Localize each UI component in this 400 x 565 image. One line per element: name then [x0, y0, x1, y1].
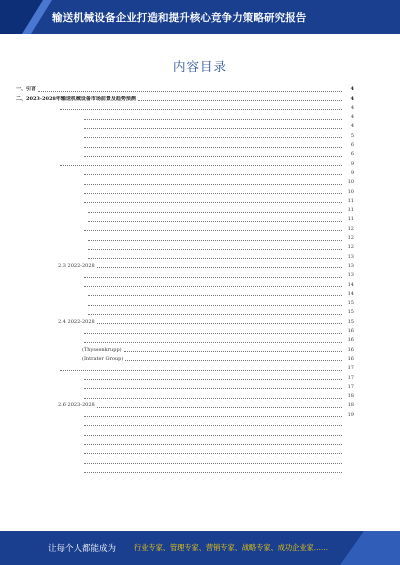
toc-entry[interactable] — [16, 363, 354, 372]
toc-entry[interactable] — [16, 298, 354, 307]
toc-entry[interactable] — [16, 465, 354, 474]
toc-entry-title: 2.4 2022-2028 — [58, 318, 95, 325]
toc-entry[interactable] — [16, 437, 354, 446]
toc-leader-dots — [84, 202, 342, 203]
toc-leader-dots — [84, 230, 342, 231]
toc-page-number: 16 — [347, 346, 354, 353]
toc-leader-dots — [84, 193, 342, 194]
toc-entry[interactable] — [16, 307, 354, 316]
toc-entry[interactable] — [16, 93, 354, 102]
toc-entry[interactable] — [16, 168, 354, 177]
toc-leader-dots — [60, 165, 342, 166]
toc-page-number: 15 — [347, 300, 354, 307]
toc-page-number: 4 — [350, 123, 354, 130]
toc-entry[interactable] — [16, 372, 354, 381]
toc-entry-title: (Thyssenkrupp) — [82, 346, 122, 353]
toc-leader-dots — [84, 128, 342, 129]
toc-leader-dots — [84, 147, 342, 148]
toc-leader-dots — [88, 221, 342, 222]
toc-leader-dots — [84, 286, 342, 287]
table-of-contents — [16, 84, 354, 474]
toc-entry[interactable] — [16, 344, 354, 353]
toc-leader-dots — [88, 212, 342, 213]
toc-leader-dots — [38, 91, 342, 92]
toc-page-number: 11 — [347, 207, 354, 214]
toc-entry[interactable] — [16, 177, 354, 186]
toc-page-number: 17 — [347, 374, 354, 381]
toc-leader-dots — [88, 258, 342, 259]
toc-page-number: 13 — [347, 253, 354, 260]
toc-page-number: 13 — [347, 262, 354, 269]
toc-page-number: 15 — [347, 318, 354, 325]
report-title: 输送机械设备企业打造和提升核心竞争力策略研究报告 — [52, 11, 307, 24]
toc-leader-dots — [138, 100, 342, 101]
page-footer — [0, 531, 400, 565]
toc-entry[interactable] — [16, 186, 354, 195]
toc-page-number: 4 — [350, 86, 354, 93]
toc-page-number: 10 — [347, 188, 354, 195]
toc-entry[interactable] — [16, 391, 354, 400]
toc-entry[interactable] — [16, 196, 354, 205]
toc-entry-title: 一、引言 — [16, 86, 37, 93]
toc-entry[interactable] — [16, 205, 354, 214]
toc-leader-dots — [84, 472, 342, 473]
toc-leader-dots — [88, 305, 342, 306]
toc-leader-dots — [84, 277, 342, 278]
toc-leader-dots — [84, 425, 342, 426]
toc-leader-dots — [84, 379, 342, 380]
toc-heading: 内容目录 — [172, 59, 227, 74]
toc-entry[interactable] — [16, 456, 354, 465]
toc-leader-dots — [60, 109, 342, 110]
toc-leader-dots — [124, 351, 342, 352]
toc-entry[interactable] — [16, 419, 354, 428]
toc-entry[interactable] — [16, 447, 354, 456]
page-header — [0, 0, 400, 34]
toc-leader-dots — [88, 249, 342, 250]
toc-leader-dots — [84, 184, 342, 185]
toc-page-number: 10 — [347, 179, 354, 186]
toc-entry[interactable] — [16, 233, 354, 242]
toc-leader-dots — [97, 267, 342, 268]
toc-leader-dots — [84, 137, 342, 138]
toc-entry[interactable] — [16, 214, 354, 223]
footer-slogan: 让每个人都能成为 — [48, 544, 117, 554]
toc-page-number: 18 — [347, 402, 354, 409]
toc-leader-dots — [97, 323, 342, 324]
toc-entry[interactable] — [16, 251, 354, 260]
toc-page-number: 14 — [347, 281, 354, 288]
toc-entry[interactable] — [16, 335, 354, 344]
toc-leader-dots — [84, 463, 342, 464]
toc-page-number: 4 — [350, 114, 354, 121]
toc-entry[interactable] — [16, 279, 354, 288]
toc-entry[interactable] — [16, 326, 354, 335]
toc-entry[interactable] — [16, 158, 354, 167]
toc-entry[interactable] — [16, 409, 354, 418]
toc-leader-dots — [84, 119, 342, 120]
toc-leader-dots — [84, 342, 342, 343]
toc-leader-dots — [84, 156, 342, 157]
toc-entry[interactable] — [16, 270, 354, 279]
toc-page-number: 5 — [350, 132, 354, 139]
toc-leader-dots — [88, 240, 342, 241]
toc-leader-dots — [84, 416, 342, 417]
toc-page-number: 4 — [350, 104, 354, 111]
toc-leader-dots — [97, 407, 342, 408]
toc-page-number: 14 — [347, 290, 354, 297]
toc-entry[interactable] — [16, 242, 354, 251]
toc-entry[interactable] — [16, 103, 354, 112]
toc-entry[interactable] — [16, 428, 354, 437]
toc-leader-dots — [84, 444, 342, 445]
toc-page-number: 9 — [350, 169, 354, 176]
toc-entry[interactable] — [16, 289, 354, 298]
toc-page-number: 18 — [347, 393, 354, 400]
toc-leader-dots — [88, 314, 342, 315]
toc-page-number: 9 — [350, 160, 354, 167]
toc-page-number: 17 — [347, 365, 354, 372]
toc-entry[interactable] — [16, 354, 354, 363]
toc-entry[interactable] — [16, 261, 354, 270]
toc-page-number: 11 — [347, 197, 354, 204]
toc-entry[interactable] — [16, 140, 354, 149]
toc-page-number: 15 — [347, 309, 354, 316]
toc-page-number: 6 — [350, 151, 354, 158]
toc-entry[interactable] — [16, 112, 354, 121]
toc-entry[interactable] — [16, 400, 354, 409]
toc-entry[interactable] — [16, 382, 354, 391]
toc-leader-dots — [84, 453, 342, 454]
toc-entry-title: 2.6 2023-2028 — [58, 402, 95, 409]
footer-roles: 行业专家、管理专家、营销专家、战略专家、成功企业家…… — [134, 543, 329, 552]
toc-leader-dots — [88, 295, 342, 296]
toc-leader-dots — [84, 333, 342, 334]
toc-page-number: 11 — [347, 216, 354, 223]
toc-leader-dots — [84, 398, 342, 399]
toc-page-number: 12 — [347, 244, 354, 251]
toc-page-number: 6 — [350, 142, 354, 149]
toc-entry[interactable] — [16, 130, 354, 139]
toc-page-number: 17 — [347, 383, 354, 390]
toc-page-number: 4 — [350, 95, 354, 102]
toc-entry[interactable] — [16, 223, 354, 232]
toc-entry[interactable] — [16, 121, 354, 130]
toc-page-number: 13 — [347, 272, 354, 279]
toc-leader-dots — [84, 435, 342, 436]
toc-leader-dots — [125, 360, 342, 361]
toc-leader-dots — [84, 388, 342, 389]
toc-entry[interactable] — [16, 84, 354, 93]
toc-page-number: 12 — [347, 225, 354, 232]
toc-page-number: 16 — [347, 337, 354, 344]
toc-entry[interactable] — [16, 149, 354, 158]
toc-leader-dots — [84, 174, 342, 175]
toc-leader-dots — [60, 370, 342, 371]
toc-page-number: 19 — [347, 411, 354, 418]
toc-page-number: 16 — [347, 328, 354, 335]
toc-entry-title: 二、2023-2028年输送机械设备市场前景及趋势预测 — [16, 95, 136, 102]
toc-entry[interactable] — [16, 316, 354, 325]
toc-entry-title: 2.3 2022-2028 — [58, 262, 95, 269]
toc-page-number: 12 — [347, 235, 354, 242]
toc-page-number: 16 — [347, 355, 354, 362]
toc-entry-title: (Intrater Group) — [82, 355, 124, 362]
